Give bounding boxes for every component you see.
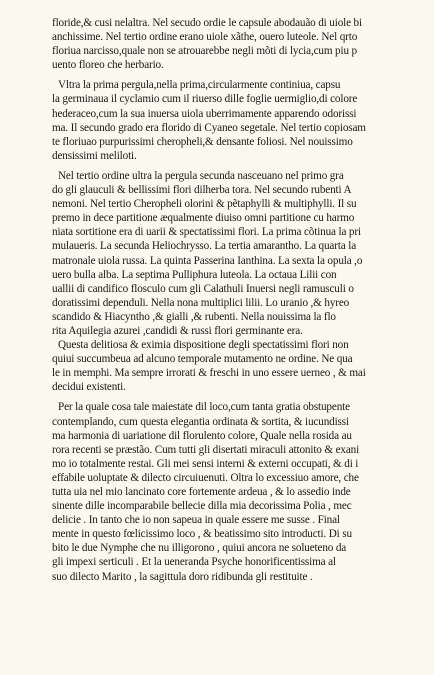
text-line: doratissimi dependuli. Nella nona multiplici lilii. Lo uranio ,& hyreo (52, 296, 350, 309)
paragraph-1 (52, 16, 398, 72)
text-line: gli impexi serticuli . Et la ueneranda Psyche honorificentissima al (52, 556, 336, 569)
text-line: la germinaua il cyclamio cum il riuerso dille foglie uermiglio,di colore (52, 93, 358, 106)
text-line: quiui succumbeua ad alcuno temporale mutamento ne ordine. Ne qua (52, 353, 353, 366)
text-line: nemoni. Nel tertio Cheropheli olorini & pẽtaphylli & multiphylli. Il su (52, 198, 357, 211)
text-line: Vltra la prima pergula,nella prima,circularmente continiua, capsu (58, 79, 341, 92)
text-line: Questa delitiosa & eximia dispositione degli spectatissimi flori non (58, 339, 349, 352)
text-line: effabile uoluptate & dilecto circuiuenuti. Oltra lo excessiuo amore, che (52, 471, 359, 484)
text-line: Nel tertio ordine ultra la pergula secunda nasceuano nel primo gra (58, 169, 344, 182)
paragraph-4 (52, 338, 398, 394)
text-line: tutta uia nel mio lancinato core fortemente ardeua , & lo assedio inde (52, 486, 351, 498)
text-line: hederaceo,cum la sua inuersa uiola uberrimamente apparendo odorissi (52, 107, 357, 120)
text-line: do gli glauculi & bellissimi flori dilherba tora. Nel secundo rubenti A (52, 184, 352, 197)
paragraph-2 (52, 78, 398, 163)
text-line: mo io totalmente restai. Gli mei sensi interni & externi occupati, & di i (52, 457, 359, 470)
text-line: anchissime. Nel tertio ordine erano uiole xãthe, ouero luteole. Nel qrto (52, 31, 358, 44)
text-line: ma harmonia di uariatione dil florulento colore, Quale nella rosida au (52, 429, 352, 442)
text-line: uallii di candifico flosculo cum gli Calathuli Inuersi negli ramusculi o (52, 282, 354, 295)
text-line: ma. Il secundo grado era florido di Cyaneo segetale. Nel tertio copiosam (52, 121, 366, 134)
text-line: densissimi meliloti. (52, 149, 137, 162)
text-line: rita Aquilegia azurei ,candidi & russi flori germinante era. (52, 324, 303, 337)
text-line: rora recenti se præstão. Cum tutti gli disertati miraculi attonito & exani (52, 443, 360, 456)
text-line: le in memphi. Ma sempre irrorati & freschi in uno essere uerneo , & mai (52, 367, 366, 380)
text-line: mente in questo fœlicissimo loco , & beatissimo sito introducti. Di su (52, 528, 352, 541)
text-line: scandido & Hiacyntho ,& gialli ,& rubenti. Nella nouissima la flo (52, 310, 336, 323)
text-line: Per la quale cosa tale maiestate dil loco,cum tanta gratia obstupente (58, 401, 350, 414)
text-line: niata sortitione era di uarii & spectatissimi flori. La prima cõtinua la pri (52, 226, 361, 239)
text-line: uento floreo che herbario. (52, 59, 164, 72)
paragraph-5 (52, 400, 398, 583)
text-line: te floriuao purpurissimi cheropheli,& densante foliosi. Nel nouissimo (52, 135, 353, 148)
text-block (52, 16, 398, 584)
text-line: matronale uiola russa. La quinta Passerina Ianthina. La sexta la opula ,o (52, 254, 363, 267)
text-line: delicie . In tanto che io non sapeua in quale essere me susse . Final (52, 514, 340, 527)
text-line: contemplando, cum questa elegantia ordinata & sortita, & iucundissi (52, 415, 349, 428)
text-line: sinente dille incomparabile bellecie dilla mia decorissima Polia , mec (52, 500, 352, 513)
paragraph-3 (52, 169, 398, 338)
text-line: suo dilecto Marito , la sagittula doro ridibunda gli restituite . (52, 570, 313, 583)
text-line: premo in dece partitione æqualmente diuiso omni partitione cu harmo (52, 212, 355, 225)
text-line: bito le due Nymphe che nu illigorono , quiui ancora ne solueteno da (52, 542, 347, 555)
text-line: mulaueris. La secunda Heliochrysso. La tertia amarantho. La quarta la (52, 240, 357, 253)
text-line: floriua narcisso,quale non se atrouarebbe negli mõti di lycia,cum piu p (52, 45, 357, 58)
text-line: decidui existenti. (52, 381, 126, 394)
text-line: uero bulla alba. La septima Pulliphura luteola. La octaua Lilii con (52, 268, 337, 281)
text-line: floride,& cusi nelaltra. Nel secudo ordie le capsule abodauão di uiole bi (52, 17, 362, 29)
